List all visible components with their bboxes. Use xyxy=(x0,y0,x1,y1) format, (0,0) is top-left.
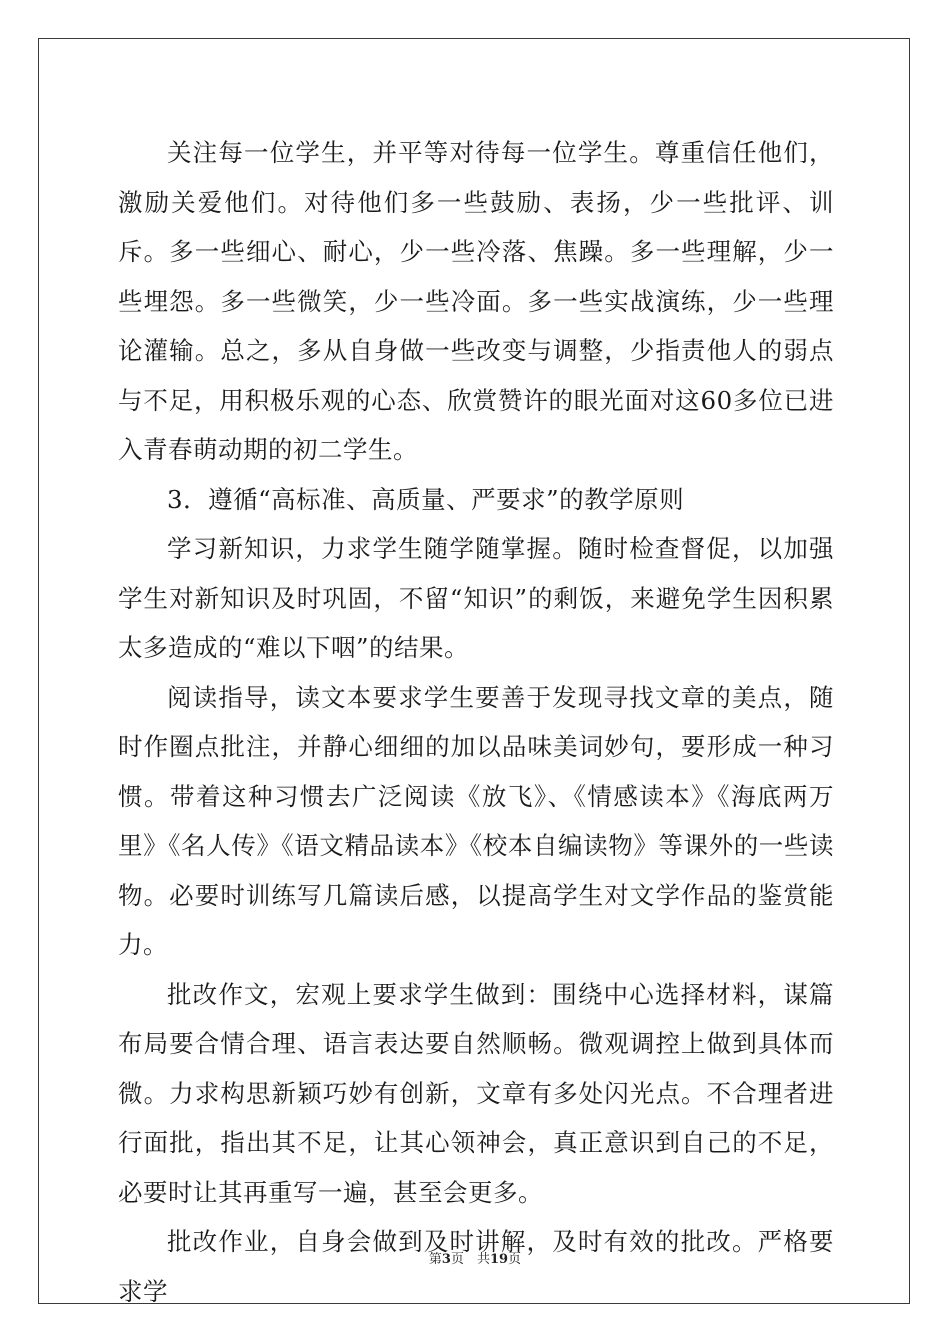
current-page-number: 3 xyxy=(441,1252,451,1267)
paragraph: 阅读指导，读文本要求学生要善于发现寻找文章的美点，随时作圈点批注，并静心细细的加以品味美词妙句，要形成一种习惯。带着这种习惯去广泛阅读《放飞》、《情感读本》《海底两万里》《名人传》《语文精品读本》《校本自编读物》等课外的一些读物。必要时训练写几篇读后感，以提高学生对文学作品的鉴赏能力。 xyxy=(118,682,834,959)
total-pages-number: 19 xyxy=(489,1252,509,1267)
page-footer xyxy=(0,1248,950,1267)
footer-prefix: 第 xyxy=(428,1252,442,1267)
document-body xyxy=(118,128,834,1316)
paragraph: 关注每一位学生，并平等对待每一位学生。尊重信任他们，激励关爱他们。对待他们多一些鼓励、表扬，少一些批评、训斥。多一些细心、耐心，少一些冷落、焦躁。多一些理解，少一些埋怨。多一些微笑，少一些冷面。多一些实战演练，少一些理论灌输。总之，多从自身做一些改变与调整，少指责他人的弱点与不足，用积极乐观的心态、欣赏赞许的眼光面对这60多位已进入青春萌动期的初二学生。 xyxy=(118,138,834,464)
paragraph: 批改作文，宏观上要求学生做到：围绕中心选择材料，谋篇布局要合情合理、语言表达要自然顺畅。微观调控上做到具体而微。力求构思新颖巧妙有创新，文章有多处闪光点。不合理者进行面批，指出其不足，让其心领神会，真正意识到自己的不足，必要时让其再重写一遍，甚至会更多。 xyxy=(118,979,834,1207)
footer-suffix: 页 xyxy=(508,1252,522,1267)
paragraph: 学习新知识，力求学生随学随掌握。随时检查督促，以加强学生对新知识及时巩固，不留“知识”的剩饭，来避免学生因积累太多造成的“难以下咽”的结果。 xyxy=(118,534,834,662)
paragraph: 批改作业，自身会做到及时讲解，及时有效的批改。严格要求学 xyxy=(118,1227,834,1306)
section-heading: 3．遵循“高标准、高质量、严要求”的教学原则 xyxy=(167,484,685,514)
footer-middle: 页 共 xyxy=(450,1252,490,1267)
